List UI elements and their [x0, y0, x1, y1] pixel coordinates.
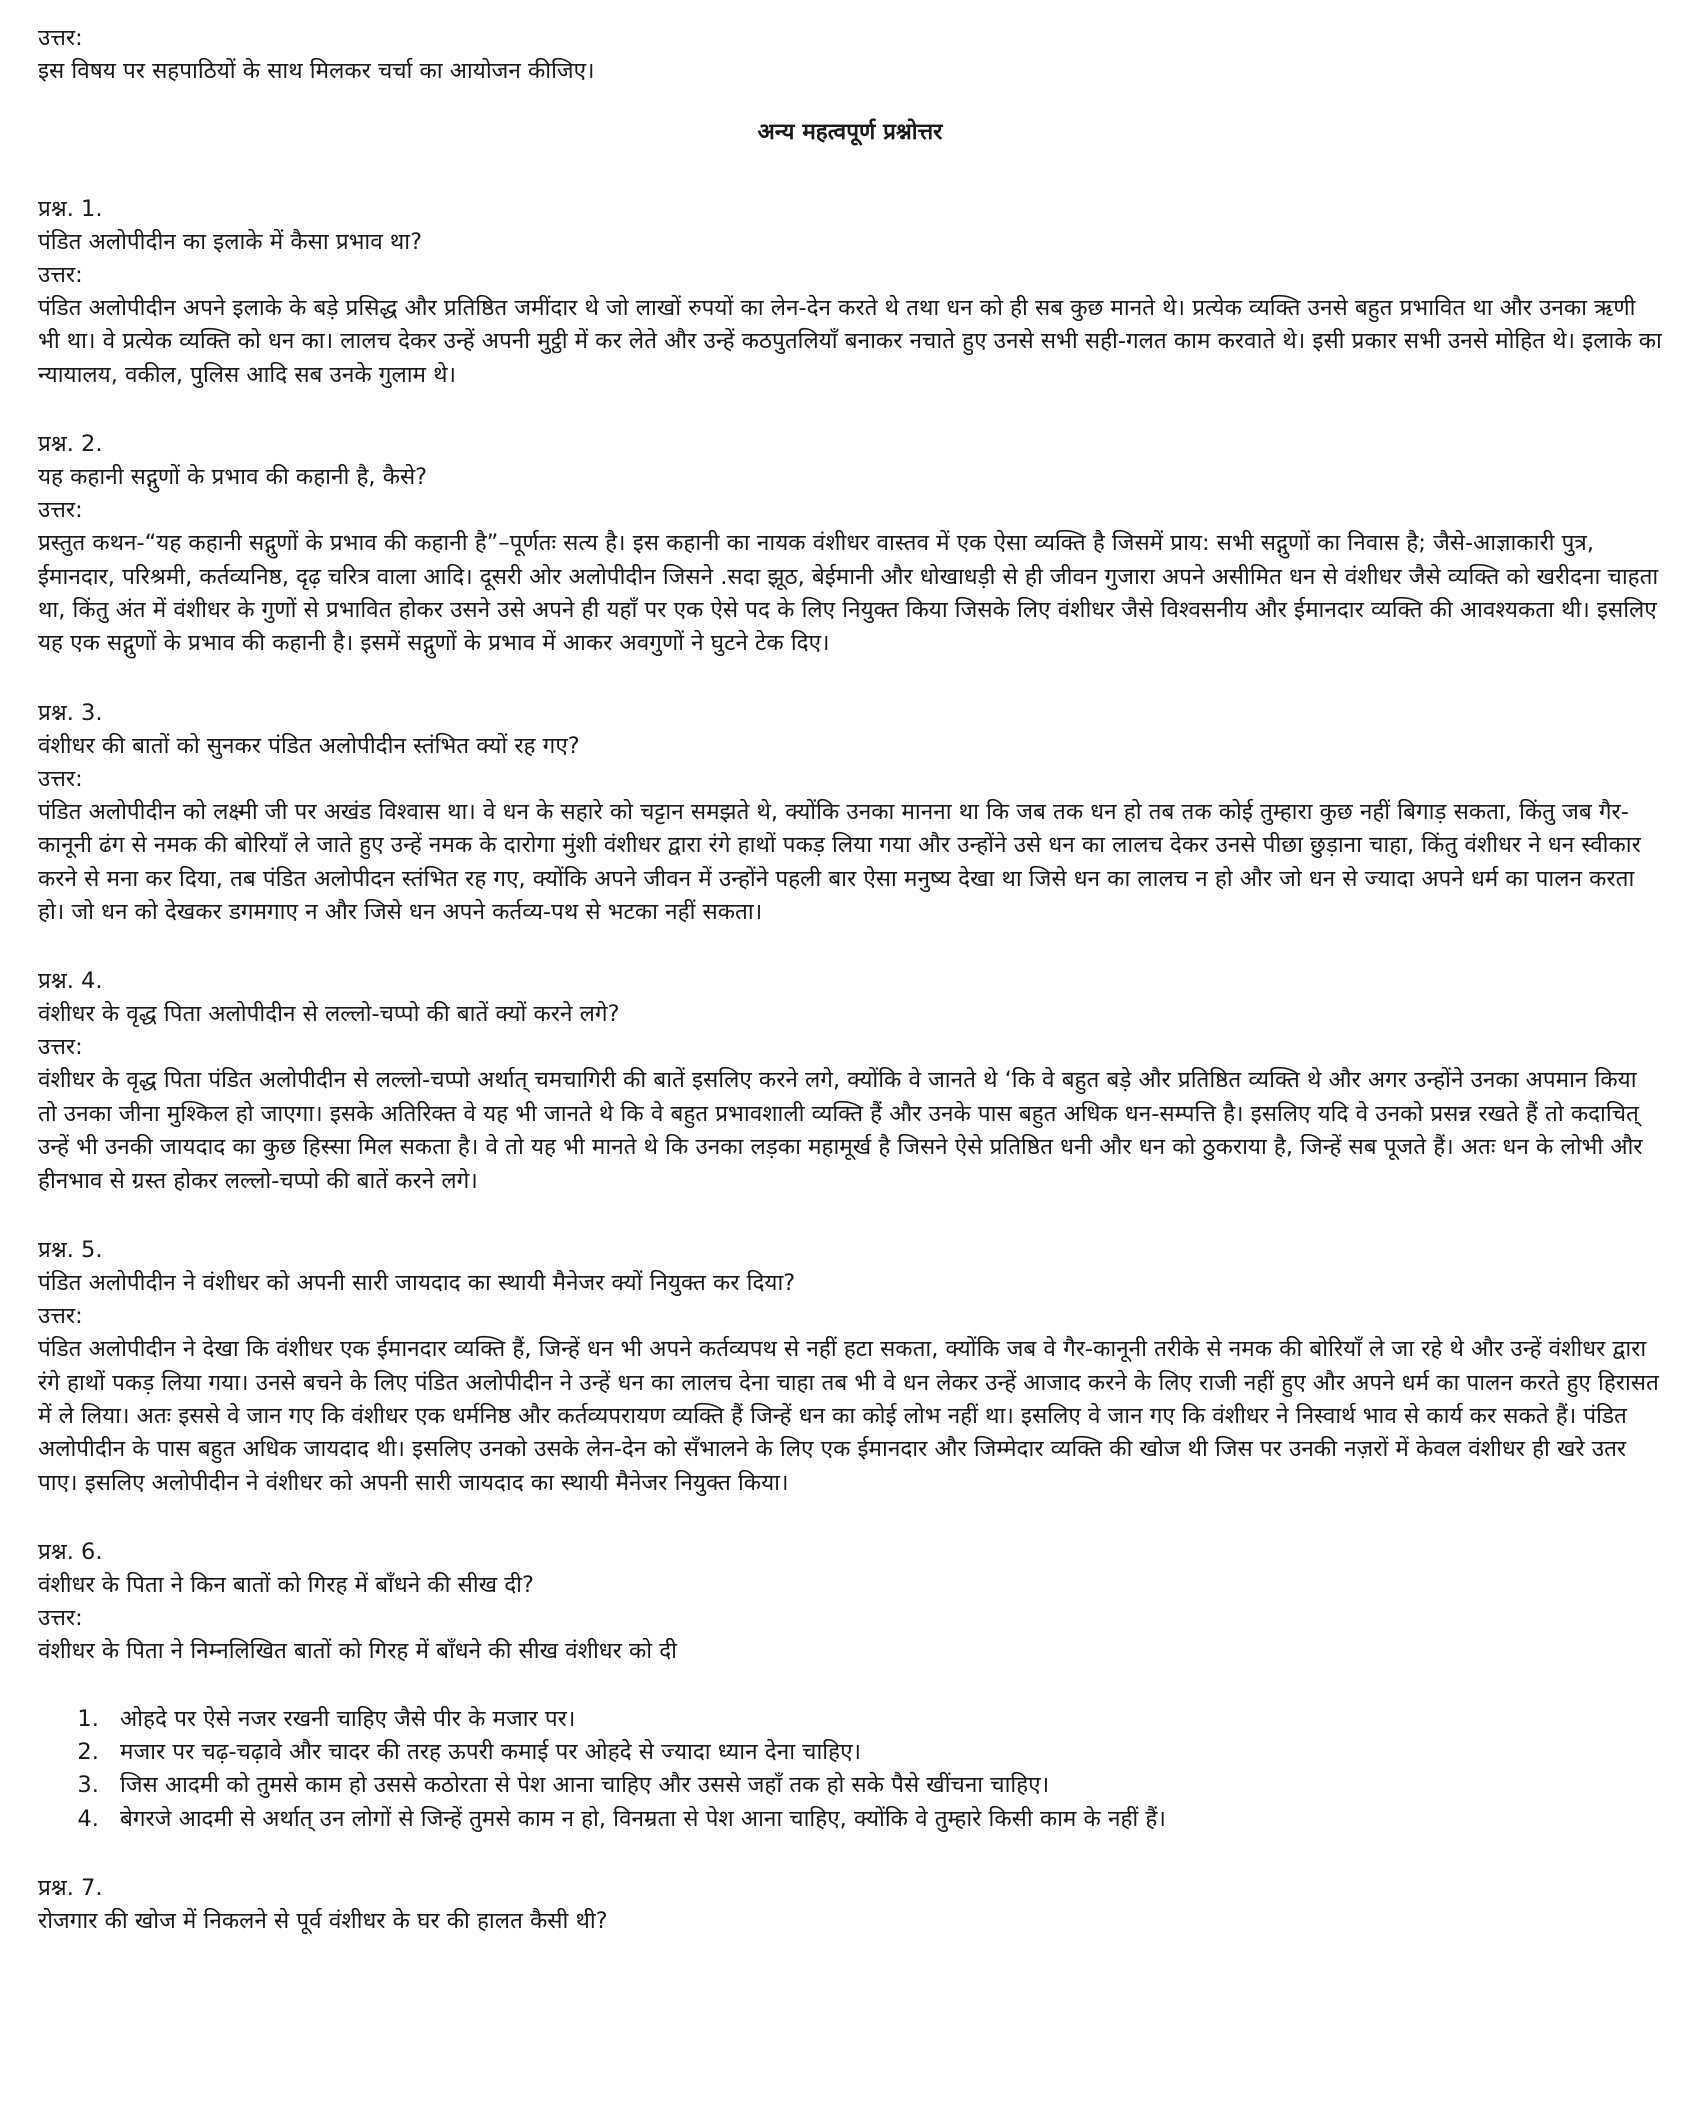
question-block-7 [38, 1872, 1662, 1938]
question-block-2 [38, 428, 1662, 661]
section-title: अन्य महत्वपूर्ण प्रश्नोत्तर [757, 119, 943, 145]
question-number: प्रश्न. 6. [38, 1539, 103, 1566]
question-number: प्रश्न. 2. [38, 431, 103, 458]
list-item: 2. मजार पर चढ़-चढ़ावे और चादर की तरह ऊपरी कमाई पर ओहदे से ज्यादा ध्यान देना चाहिए। [106, 1736, 1662, 1769]
answer-label: उत्तर: [38, 1303, 83, 1330]
question-text: वंशीधर की बातों को सुनकर पंडित अलोपीदीन स्तंभित क्यों रह गए? [38, 732, 580, 759]
answer-label: उत्तर: [38, 1034, 83, 1061]
question-block-1 [38, 193, 1662, 392]
answer-label: उत्तर: [38, 765, 83, 792]
question-text: पंडित अलोपीदीन ने वंशीधर को अपनी सारी जायदाद का स्थायी मैनेजर क्यों नियुक्त कर दिया? [38, 1270, 796, 1297]
question-text: वंशीधर के वृद्ध पिता अलोपीदीन से लल्लो-चप्पो की बातें क्यों करने लगे? [38, 1001, 620, 1028]
question-text: पंडित अलोपीदीन का इलाके में कैसा प्रभाव था? [38, 229, 423, 255]
answer-text: पंडित अलोपीदीन को लक्ष्मी जी पर अखंड विश्वास था। वे धन के सहारे को चट्टान समझते थे, क्योंकि उनका मानना था कि जब तक धन हो तब तक कोई तुम्हारा कुछ नहीं बिगाड़ सकता, किंतु जब गैर-कानूनी ढंग से नमक की बोरियाँ ले जाते हुए उन्हें नमक के दारोगा मुंशी वंशीधर द्वारा रंगे हाथों पकड़ लिया गया और उन्होंने उसे धन का लालच देकर उनसे पीछा छुड़ाना चाहा, किंतु वंशीधर ने धन स्वीकार करने से मना कर दिया, तब पंडित अलोपीदन स्तंभित रह गए, क्योंकि अपने जीवन में उन्होंने पहली बार ऐसा मनुष्य देखा था जिसे धन का लालच न हो और जो धन से ज्यादा अपने धर्म का पालन करता हो। जो धन को देखकर डगमगाए न और जिसे धन अपने कर्तव्य-पथ से भटका नहीं सकता। [38, 798, 1641, 926]
list-item: 3. जिस आदमी को तुमसे काम हो उससे कठोरता से पेश आना चाहिए और उससे जहाँ तक हो सके पैसे खींचना चाहिए। [106, 1769, 1662, 1802]
answer-label: उत्तर: [38, 25, 83, 51]
answer-text: वंशीधर के वृद्ध पिता पंडित अलोपीदीन से लल्लो-चप्पो अर्थात् चमचागिरी की बातें इसलिए करने लगे, क्योंकि वे जानते थे ‘कि वे बहुत बड़े और प्रतिष्ठित व्यक्ति थे और अगर उन्होंने उनका अपमान किया तो उनका जीना मुश्किल हो जाएगा। इसके अतिरिक्त वे यह भी जानते थे कि वे बहुत प्रभावशाली व्यक्ति हैं और उनके पास बहुत अधिक धन-सम्पत्ति है। इसलिए यदि वे उनको प्रसन्न रखते हैं तो कदाचित् उन्हें भी उनकी जायदाद का कुछ हिस्सा मिल सकता है। वे तो यह भी मानते थे कि उनका लड़का महामूर्ख है जिसने ऐसे प्रतिष्ठित धनी और धन को ठुकराया है, जिन्हें सब पूजते हैं। अतः धन के लोभी और हीनभाव से ग्रस्त होकर लल्लो-चप्पो की बातें करने लगे। [38, 1067, 1643, 1194]
answer-label: उत्तर: [38, 497, 83, 524]
question-number: प्रश्न. 1. [38, 196, 103, 222]
answer-text: प्रस्तुत कथन-“यह कहानी सद्गुणों के प्रभाव की कहानी है”–पूर्णतः सत्य है। इस कहानी का नायक वंशीधर वास्तव में एक ऐसा व्यक्ति है जिसमें प्राय: सभी सद्गुणों का निवास है; जैसे-आज्ञाकारी पुत्र, ईमानदार, परिश्रमी, कर्तव्यनिष्ठ, दृढ़ चरित्र वाला आदि। दूसरी ओर अलोपीदीन जिसने .सदा झूठ, बेईमानी और धोखाधड़ी से ही जीवन गुजारा अपने असीमित धन से वंशीधर जैसे व्यक्ति को खरीदना चाहता था, किंतु अंत में वंशीधर के गुणों से प्रभावित होकर उसने उसे अपने ही यहाँ पर एक ऐसे पद के लिए नियुक्त किया जिसके लिए वंशीधर जैसे विश्वसनीय और ईमानदार व्यक्ति की आवश्यकता थी। इसलिए यह एक सद्गुणों के प्रभाव की कहानी है। इसमें सद्गुणों के प्रभाव में आकर अवगुणों ने घुटने टेक दिए। [38, 530, 1659, 657]
question-text: वंशीधर के पिता ने किन बातों को गिरह में बाँधने की सीख दी? [38, 1572, 534, 1599]
answer-text: इस विषय पर सहपाठियों के साथ मिलकर चर्चा का आयोजन कीजिए। [38, 58, 595, 84]
question-number: प्रश्न. 7. [38, 1875, 103, 1902]
answer-text: वंशीधर के पिता ने निम्नलिखित बातों को गिरह में बाँधने की सीख वंशीधर को दी [38, 1638, 678, 1665]
question-number: प्रश्न. 4. [38, 968, 103, 995]
question-number: प्रश्न. 3. [38, 699, 103, 726]
question-block-6 [38, 1536, 1662, 1836]
question-number: प्रश्न. 5. [38, 1237, 103, 1264]
answer-label: उत्तर: [38, 262, 83, 288]
question-block-5 [38, 1234, 1662, 1500]
answer-label: उत्तर: [38, 1605, 83, 1632]
advice-list [38, 1703, 1662, 1837]
answer-text: पंडित अलोपीदीन अपने इलाके के बड़े प्रसिद्ध और प्रतिष्ठित जमींदार थे जो लाखों रुपयों का लेन-देन करते थे तथा धन को ही सब कुछ मानते थे। प्रत्येक व्यक्ति उनसे बहुत प्रभावित था और उनका ऋणी भी था। वे प्रत्येक व्यक्ति को धन का। लालच देकर उन्हें अपनी मुट्ठी में कर लेते और उन्हें कठपुतलियाँ बनाकर नचाते हुए उनसे सभी सही-गलत काम करवाते थे। इसी प्रकार सभी उनसे मोहित थे। इलाके का न्यायालय, वकील, पुलिस आदि सब उनके गुलाम थे। [38, 295, 1662, 388]
question-text: यह कहानी सद्गुणों के प्रभाव की कहानी है, कैसे? [38, 464, 428, 491]
question-text: रोजगार की खोज में निकलने से पूर्व वंशीधर के घर की हालत कैसी थी? [38, 1908, 608, 1935]
answer-text: पंडित अलोपीदीन ने देखा कि वंशीधर एक ईमानदार व्यक्ति हैं, जिन्हें धन भी अपने कर्तव्यपथ से नहीं हटा सकता, क्योंकि जब वे गैर-कानूनी तरीके से नमक की बोरियाँ ले जा रहे थे और उन्हें वंशीधर द्वारा रंगे हाथों पकड़ लिया गया। उनसे बचने के लिए पंडित अलोपीदीन ने उन्हें धन का लालच देना चाहा तब भी वे धन लेकर उन्हें आजाद करने के लिए राजी नहीं हुए और अपने धर्म का पालन करते हुए हिरासत में ले लिया। अतः इससे वे जान गए कि वंशीधर एक धर्मनिष्ठ और कर्तव्यपरायण व्यक्ति हैं जिन्हें धन का कोई लोभ नहीं था। इसलिए वे जान गए कि वंशीधर ने निस्वार्थ भाव से कार्य कर सकते हैं। पंडित अलोपीदीन के पास बहुत अधिक जायदाद थी। इसलिए उनको उसके लेन-देन को सँभालने के लिए एक ईमानदार और जिम्मेदार व्यक्ति की खोज थी जिस पर उनकी नज़रों में केवल वंशीधर ही खरे उतर पाए। इसलिए अलोपीदीन ने वंशीधर को अपनी सारी जायदाद का स्थायी मैनेजर नियुक्त किया। [38, 1336, 1659, 1496]
previous-answer-block [38, 22, 1662, 88]
list-item: 1. ओहदे पर ऐसे नजर रखनी चाहिए जैसे पीर के मजार पर। [106, 1703, 1662, 1736]
question-block-3 [38, 697, 1662, 930]
list-item: 4. बेगरजे आदमी से अर्थात् उन लोगों से जिन्हें तुमसे काम न हो, विनम्रता से पेश आना चाहिए, क्योंकि वे तुम्हारे किसी काम के नहीं हैं। [106, 1803, 1662, 1836]
question-block-4 [38, 965, 1662, 1198]
